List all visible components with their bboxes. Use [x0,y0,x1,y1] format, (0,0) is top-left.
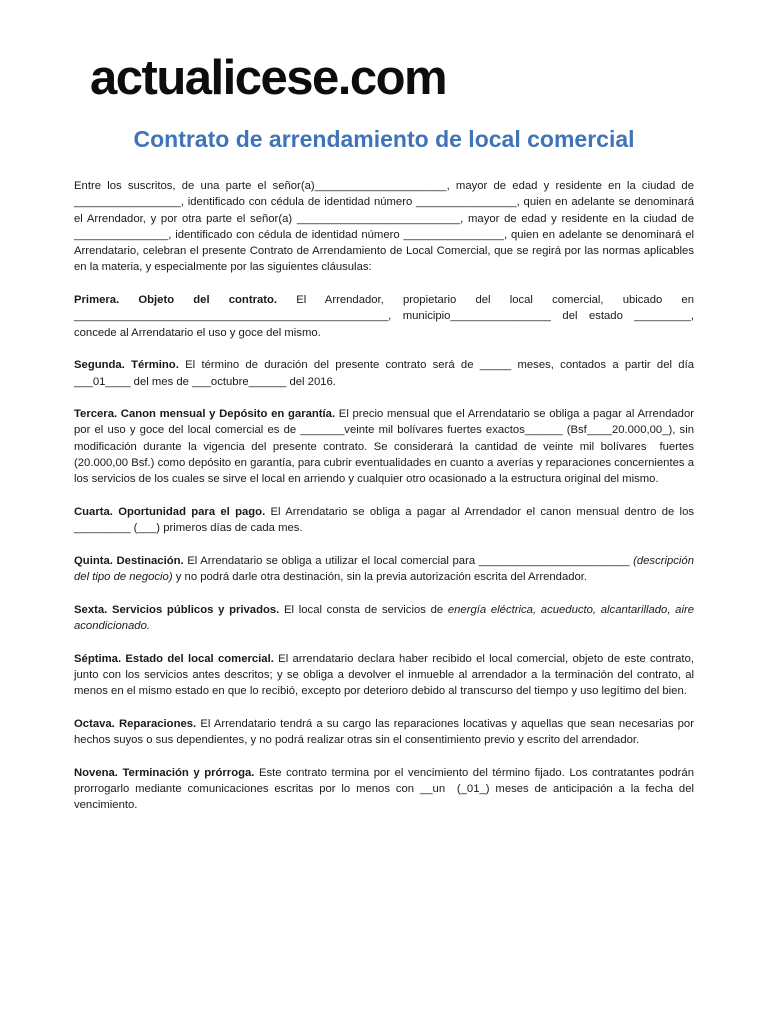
clause-text: El término de duración del presente contrato será de _____ meses, contados a partir del día ___01____ del mes de ___octubre______ del 2016. [74,359,698,388]
site-logo: actualicese.com [90,51,447,105]
clause-text: Entre los suscritos, de una parte el señor(a)_____________________, mayor de edad y residente en la ciudad de _________________, identificado con cédula de identidad número ________________, quien en adelante se denominará el Arrendador, y por otra parte el señor(a) __________________________, mayor de edad y residente en la ciudad de _______________, identificado con cédula de identidad número ________________, quien en adelante se denominará el Arrendatario, celebran el presente Contrato de Arrendamiento de Local Comercial, que se regirá por las normas aplicables en la materia, y especialmente por las siguientes cláusulas: [74,180,698,274]
clause-text: El precio mensual que el Arrendatario se obliga a pagar al Arrendador por el uso y goce del local comercial es de _______veinte mil bolívares fuertes exactos______ (Bsf____20.000,00_), sin modificación durante la vigencia del presente contrato. Se considerará la cantidad de veinte mil bolívares fuertes (20.000,00 Bsf.) como depósito en garantía, para cubrir eventualidades en cuanto a averías y reparaciones concernientes a los servicios de los cuales se sirve el local en arriendo y cualquier otro ocasionado a la estructura original del mismo. [74,408,698,486]
clause-novena [74,765,698,814]
clause-text: El Arrendatario se obliga a pagar al Arrendador el canon mensual dentro de los _________ (___) primeros días de cada mes. [74,505,698,535]
contract-body [74,178,698,830]
clause-text: El arrendatario declara haber recibido el local comercial, objeto de este contrato, junto con los servicios antes descritos; y se obliga a devolver el inmueble al arrendador a la terminación del contrato, al menos en el mismo estado en que lo recibió, excepto por deterioro debido al transcurso del tiempo y uso legítimo del bien. [74,652,698,698]
clause-heading: Segunda. Término. [74,359,179,372]
clause-text: El Arrendatario se obliga a utilizar el local comercial para ________________________ [183,554,634,567]
clause-text: El local consta de servicios de [279,603,448,616]
clause-tercera [74,406,698,487]
clause-segunda [74,357,698,390]
clause-cuarta [74,504,698,537]
clause-heading: Sexta. Servicios públicos y privados. [74,603,280,616]
clause-italic-text: energía eléctrica, acueducto, alcantarillado, aire acondicionado. [74,603,698,633]
clause-intro [74,178,698,276]
clause-heading: Octava. Reparaciones. [74,717,197,730]
clause-text: y no podrá darle otra destinación, sin la previa autorización escrita del Arrendador. [172,571,588,584]
clause-text: Este contrato termina por el vencimiento del término fijado. Los contratantes podrán prorrogarlo mediante comunicaciones escritas por lo menos con __un (_01_) meses de anticipación a la fecha del vencimiento. [74,766,698,812]
clause-primera [74,292,698,341]
document-title: Contrato de arrendamiento de local comercial [133,126,635,152]
clause-heading: Primera. Objeto del contrato. [74,294,278,307]
clause-septima [74,651,698,700]
clause-text: El Arrendador, propietario del local comercial, ubicado en __________________________________________________, municipio________________ del estado _________, concede al Arrendatario el uso y goce del mismo. [74,294,698,339]
clause-octava [74,716,698,749]
clause-sexta [74,602,698,635]
clause-heading: Novena. Terminación y prórroga. [74,766,255,779]
clause-heading: Tercera. Canon mensual y Depósito en garantía. [74,408,336,421]
clause-text: El Arrendatario tendrá a su cargo las reparaciones locativas y aquellas que sean necesarias por hechos suyos o sus dependientes, y no podrá realizar otras sin el consentimiento previo y escrito del arrendador. [74,717,698,747]
clause-heading: Cuarta. Oportunidad para el pago. [74,505,266,518]
clause-quinta [74,553,698,586]
clause-italic-text: (descripción del tipo de negocio) [74,554,698,584]
clause-heading: Quinta. Destinación. [74,554,184,567]
clause-heading: Séptima. Estado del local comercial. [74,652,274,665]
